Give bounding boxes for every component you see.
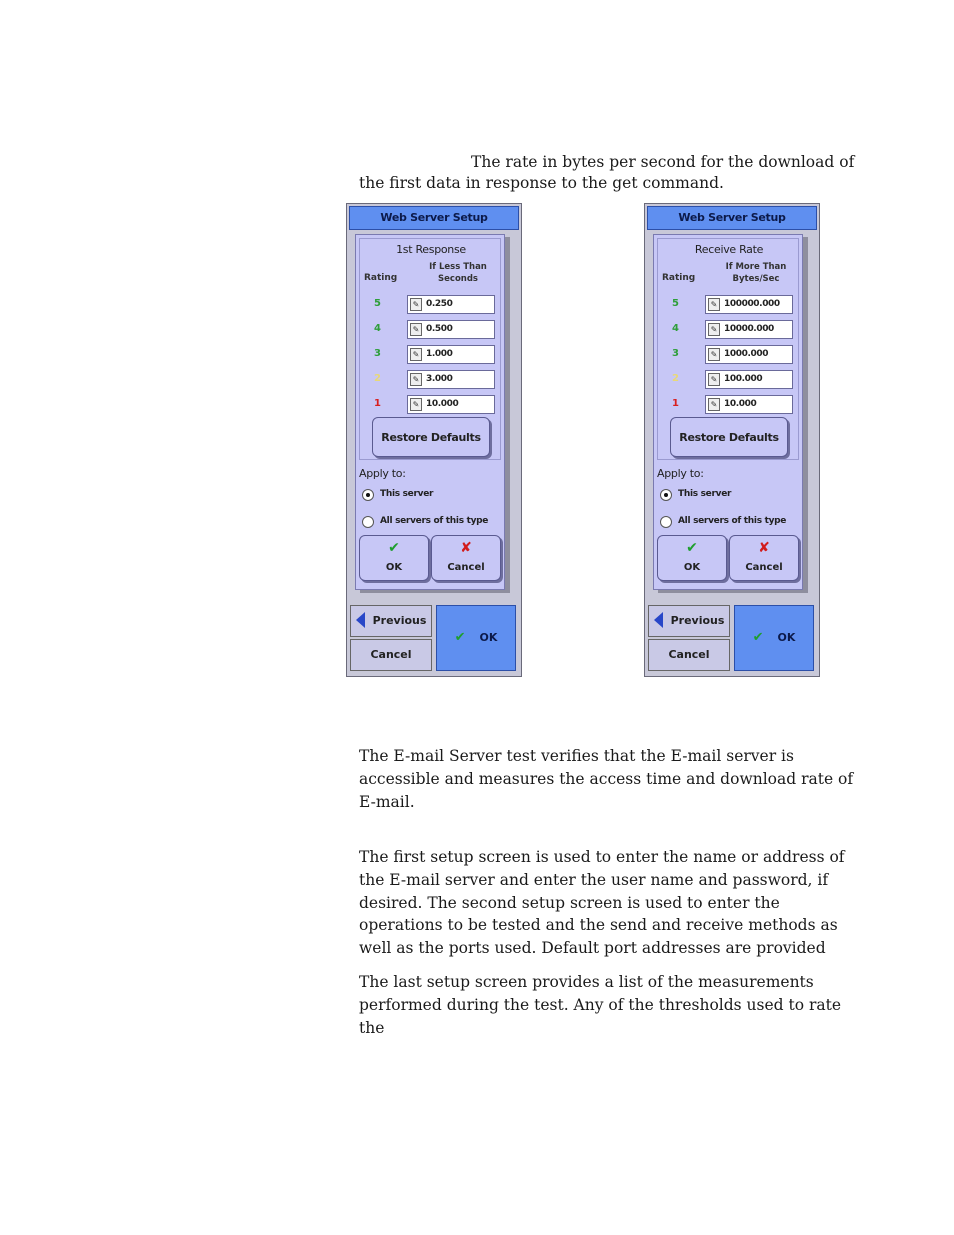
radio-this-server[interactable]: [660, 488, 800, 504]
web-server-setup-1st-response-screen: [346, 203, 522, 677]
edit-icon[interactable]: ✎: [708, 323, 720, 336]
threshold-field[interactable]: [407, 320, 495, 339]
threshold-field[interactable]: [407, 370, 495, 389]
threshold-field[interactable]: [705, 295, 793, 314]
cancel-label: Cancel: [447, 562, 485, 573]
dialog-cancel-button[interactable]: [431, 535, 501, 581]
radio-button-selected[interactable]: [660, 489, 672, 501]
threshold-value: 10000.000: [724, 324, 774, 334]
edit-icon[interactable]: ✎: [410, 298, 422, 311]
threshold-field[interactable]: [407, 295, 495, 314]
radio-button-selected[interactable]: [362, 489, 374, 501]
threshold-row: [360, 345, 502, 365]
email-test-paragraph: The E-mail Server test verifies that the E-mail server is accessible and measures the access time and download rate of E-mail.: [359, 747, 854, 811]
radio-button[interactable]: [660, 516, 672, 528]
threshold-value: 1.000: [426, 349, 453, 359]
edit-icon[interactable]: ✎: [410, 348, 422, 361]
threshold-row: [658, 345, 800, 365]
previous-button[interactable]: [648, 605, 730, 637]
threshold-value: 10.000: [724, 399, 757, 409]
threshold-row: [360, 370, 502, 390]
apply-to-label: Apply to:: [359, 467, 406, 480]
cross-icon: ✘: [460, 540, 472, 556]
radio-this-server[interactable]: [362, 488, 502, 504]
threshold-value: 1000.000: [724, 349, 769, 359]
edit-icon[interactable]: ✎: [410, 323, 422, 336]
threshold-value: 0.250: [426, 299, 453, 309]
web-server-setup-receive-rate-screen: [644, 203, 820, 677]
threshold-row: [658, 320, 800, 340]
radio-label: All servers of this type: [678, 516, 787, 526]
rating-value: 4: [672, 323, 679, 334]
threshold-row: [658, 295, 800, 315]
radio-all-servers[interactable]: [362, 515, 502, 531]
threshold-dialog: [355, 234, 505, 590]
rating-value: 5: [672, 298, 679, 309]
rating-value: 3: [374, 348, 381, 359]
radio-label: This server: [380, 489, 434, 499]
ok-label: OK: [385, 562, 403, 573]
threshold-row: [658, 395, 800, 415]
radio-label: This server: [678, 489, 732, 499]
cancel-label: Cancel: [745, 562, 783, 573]
threshold-dialog: [653, 234, 803, 590]
rating-column-header: Rating: [364, 273, 398, 283]
previous-label: Previous: [670, 614, 725, 627]
edit-icon[interactable]: ✎: [410, 398, 422, 411]
restore-defaults-button[interactable]: Restore Defaults: [372, 417, 490, 457]
previous-button[interactable]: [350, 605, 432, 637]
left-arrow-icon: [654, 612, 663, 628]
checkmark-icon: ✔: [388, 540, 400, 556]
threshold-value: 10.000: [426, 399, 459, 409]
window-title: Web Server Setup: [647, 206, 817, 230]
threshold-group: [657, 238, 799, 460]
threshold-field[interactable]: [705, 395, 793, 414]
rating-value: 1: [374, 398, 381, 409]
left-arrow-icon: [356, 612, 365, 628]
rating-value: 3: [672, 348, 679, 359]
edit-icon[interactable]: ✎: [708, 398, 720, 411]
edit-icon[interactable]: ✎: [708, 348, 720, 361]
edit-icon[interactable]: ✎: [708, 298, 720, 311]
threshold-column-header: [418, 261, 498, 285]
checkmark-icon: ✔: [686, 540, 698, 556]
threshold-row: [360, 320, 502, 340]
rating-value: 5: [374, 298, 381, 309]
threshold-value: 100000.000: [724, 299, 780, 309]
previous-label: Previous: [372, 614, 427, 627]
rating-value: 2: [374, 373, 381, 384]
threshold-header-line1: If Less Than: [429, 262, 487, 272]
threshold-value: 0.500: [426, 324, 453, 334]
section-title: 1st Response: [396, 243, 466, 256]
intro-paragraph: The rate in bytes per second for the download of the first data in response to the get command.: [359, 153, 855, 192]
nav-ok-label: OK: [479, 631, 498, 644]
restore-defaults-button[interactable]: Restore Defaults: [670, 417, 788, 457]
threshold-field[interactable]: [407, 395, 495, 414]
threshold-field[interactable]: [407, 345, 495, 364]
dialog-ok-button[interactable]: [359, 535, 429, 581]
radio-all-servers[interactable]: [660, 515, 800, 531]
cross-icon: ✘: [758, 540, 770, 556]
threshold-header-line2: Seconds: [438, 274, 478, 284]
section-title: Receive Rate: [694, 243, 764, 256]
radio-button[interactable]: [362, 516, 374, 528]
rating-value: 1: [672, 398, 679, 409]
edit-icon[interactable]: ✎: [410, 373, 422, 386]
threshold-row: [360, 395, 502, 415]
ok-label: OK: [683, 562, 701, 573]
threshold-field[interactable]: [705, 345, 793, 364]
threshold-header-line1: If More Than: [725, 262, 787, 272]
dialog-ok-button[interactable]: [657, 535, 727, 581]
setup-screens-paragraph: The first setup screen is used to enter the name or address of the E-mail server and enter the user name and password, if desired. The second setup screen is used to enter the operations to be tested and the send and receive methods as well as the ports used. Default port addresses are provided: [359, 848, 845, 958]
checkmark-icon: ✔: [454, 630, 466, 645]
checkmark-icon: ✔: [752, 630, 764, 645]
apply-to-label: Apply to:: [657, 467, 704, 480]
threshold-value: 100.000: [724, 374, 763, 384]
threshold-column-header: [716, 261, 796, 285]
rating-value: 2: [672, 373, 679, 384]
threshold-field[interactable]: [705, 370, 793, 389]
nav-ok-label: OK: [777, 631, 796, 644]
nav-cancel-button[interactable]: Cancel: [648, 639, 730, 671]
edit-icon[interactable]: ✎: [708, 373, 720, 386]
threshold-row: [360, 295, 502, 315]
threshold-value: 3.000: [426, 374, 453, 384]
last-setup-paragraph: The last setup screen provides a list of the measurements performed during the test. Any of the thresholds used to rate the: [359, 973, 842, 1037]
window-title: Web Server Setup: [349, 206, 519, 230]
radio-label: All servers of this type: [380, 516, 489, 526]
nav-ok-button[interactable]: [734, 605, 814, 671]
threshold-header-line2: Bytes/Sec: [732, 274, 780, 284]
nav-ok-button[interactable]: [436, 605, 516, 671]
threshold-row: [658, 370, 800, 390]
rating-value: 4: [374, 323, 381, 334]
dialog-cancel-button[interactable]: [729, 535, 799, 581]
rating-column-header: Rating: [662, 273, 696, 283]
nav-cancel-button[interactable]: Cancel: [350, 639, 432, 671]
threshold-group: [359, 238, 501, 460]
threshold-field[interactable]: [705, 320, 793, 339]
